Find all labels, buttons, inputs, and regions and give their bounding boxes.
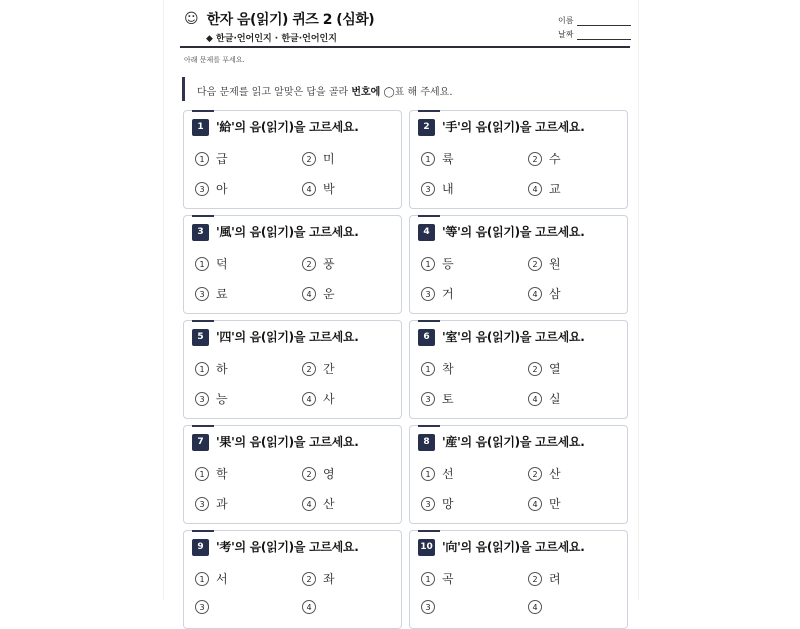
answer-option[interactable] [195, 255, 228, 272]
option-number-circle[interactable]: 1 [195, 152, 209, 166]
option-label: 풍 [323, 257, 335, 271]
option-label: 운 [323, 287, 335, 301]
option-label: 미 [323, 152, 335, 166]
question-number: 1 [192, 119, 209, 136]
option-label: 륙 [442, 152, 454, 166]
option-number-circle[interactable]: 4 [528, 600, 542, 614]
option-label: 원 [549, 257, 561, 271]
answer-option[interactable] [195, 570, 228, 587]
option-number-circle[interactable]: 3 [421, 182, 435, 196]
answer-option[interactable] [302, 390, 335, 407]
answer-option[interactable] [421, 495, 454, 512]
option-label: 곡 [442, 572, 454, 586]
answer-option[interactable] [528, 360, 561, 377]
question-number: 7 [192, 434, 209, 451]
name-line [577, 16, 631, 26]
instruction-after: ◯표 해 주세요. [380, 87, 453, 98]
title-row [184, 9, 374, 29]
name-date-block [558, 12, 631, 40]
card-tab-accent [418, 110, 440, 112]
option-number-circle[interactable]: 1 [195, 572, 209, 586]
question-number: 4 [418, 224, 435, 241]
answer-option[interactable] [421, 465, 454, 482]
answer-option[interactable] [528, 285, 561, 302]
option-number-circle[interactable]: 3 [421, 287, 435, 301]
question-text: '向'의 음(읽기)을 고르세요. [442, 540, 585, 554]
option-label: 산 [549, 467, 561, 481]
option-number-circle[interactable]: 1 [195, 467, 209, 481]
option-label: 선 [442, 467, 454, 481]
answer-option[interactable] [421, 255, 454, 272]
option-number-circle[interactable]: 4 [302, 182, 316, 196]
page-subtitle: ◆ 한글·언어인지 · 한글·언어인지 [206, 34, 337, 44]
question-card [183, 425, 402, 524]
card-tab-accent [418, 215, 440, 217]
option-number-circle[interactable]: 1 [195, 257, 209, 271]
question-text: '果'의 음(읽기)을 고르세요. [216, 435, 359, 449]
option-label: 덕 [216, 257, 228, 271]
option-label: 능 [216, 392, 228, 406]
header-divider [180, 46, 630, 48]
card-tab-accent [418, 320, 440, 322]
option-number-circle[interactable]: 1 [195, 362, 209, 376]
answer-option[interactable] [302, 465, 335, 482]
option-label: 서 [216, 572, 228, 586]
question-number: 9 [192, 539, 209, 556]
option-number-circle[interactable]: 3 [421, 600, 435, 614]
option-label: 하 [216, 362, 228, 376]
question-card [409, 530, 628, 629]
option-label: 사 [323, 392, 335, 406]
answer-option[interactable] [421, 285, 454, 302]
question-number: 5 [192, 329, 209, 346]
answer-option[interactable] [421, 360, 454, 377]
option-label: 료 [216, 287, 228, 301]
option-label: 박 [323, 182, 335, 196]
question-card [183, 320, 402, 419]
option-number-circle[interactable]: 2 [528, 467, 542, 481]
answer-option[interactable] [528, 600, 549, 614]
option-number-circle[interactable]: 4 [302, 600, 316, 614]
answer-option[interactable] [528, 495, 561, 512]
option-number-circle[interactable]: 3 [195, 392, 209, 406]
answer-option[interactable] [528, 150, 561, 167]
question-number: 8 [418, 434, 435, 451]
card-tab-accent [192, 530, 214, 532]
card-tab-accent [418, 530, 440, 532]
option-number-circle[interactable]: 3 [195, 600, 209, 614]
option-label: 학 [216, 467, 228, 481]
option-number-circle[interactable]: 1 [421, 362, 435, 376]
question-text: '産'의 음(읽기)을 고르세요. [442, 435, 585, 449]
option-number-circle[interactable]: 2 [302, 467, 316, 481]
instruction-text [197, 83, 453, 98]
question-card [409, 110, 628, 209]
answer-option[interactable] [195, 360, 228, 377]
answer-option[interactable] [195, 180, 228, 197]
question-text: '等'의 음(읽기)을 고르세요. [442, 225, 585, 239]
date-label: 날짜 [558, 30, 574, 39]
option-number-circle[interactable]: 4 [528, 497, 542, 511]
option-label: 교 [549, 182, 561, 196]
option-label: 영 [323, 467, 335, 481]
option-label: 열 [549, 362, 561, 376]
option-number-circle[interactable]: 3 [195, 497, 209, 511]
answer-option[interactable] [421, 600, 442, 614]
question-text: '手'의 음(읽기)을 고르세요. [442, 120, 585, 134]
page-title: 한자 음(읽기) 퀴즈 2 (심화) [206, 12, 375, 28]
option-number-circle[interactable]: 4 [528, 392, 542, 406]
answer-option[interactable] [195, 285, 228, 302]
option-label: 삼 [549, 287, 561, 301]
question-card [409, 215, 628, 314]
answer-option[interactable] [528, 390, 561, 407]
answer-option[interactable] [421, 570, 454, 587]
card-tab-accent [192, 110, 214, 112]
answer-option[interactable] [195, 465, 228, 482]
option-number-circle[interactable]: 2 [302, 257, 316, 271]
answer-option[interactable] [421, 180, 454, 197]
question-number: 6 [418, 329, 435, 346]
option-number-circle[interactable]: 1 [421, 257, 435, 271]
question-text: '考'의 음(읽기)을 고르세요. [216, 540, 359, 554]
option-number-circle[interactable]: 4 [528, 182, 542, 196]
answer-option[interactable] [195, 495, 228, 512]
instruction-box [182, 77, 625, 101]
question-card [183, 110, 402, 209]
worksheet-page [163, 0, 639, 612]
option-label: 망 [442, 497, 454, 511]
option-label: 간 [323, 362, 335, 376]
question-number: 3 [192, 224, 209, 241]
answer-option[interactable] [302, 360, 335, 377]
option-number-circle[interactable]: 4 [302, 497, 316, 511]
option-number-circle[interactable]: 4 [302, 392, 316, 406]
card-tab-accent [192, 425, 214, 427]
question-number: 10 [418, 539, 435, 556]
question-number: 2 [418, 119, 435, 136]
question-card [409, 320, 628, 419]
option-number-circle[interactable]: 2 [302, 362, 316, 376]
option-label: 수 [549, 152, 561, 166]
answer-option[interactable] [528, 180, 561, 197]
answer-option[interactable] [302, 570, 335, 587]
question-text: '四'의 음(읽기)을 고르세요. [216, 330, 359, 344]
answer-option[interactable] [195, 600, 216, 614]
option-number-circle[interactable]: 3 [195, 182, 209, 196]
question-text: '風'의 음(읽기)을 고르세요. [216, 225, 359, 239]
answer-option[interactable] [302, 495, 335, 512]
option-label: 산 [323, 497, 335, 511]
question-card [409, 425, 628, 524]
answer-option[interactable] [302, 255, 335, 272]
answer-option[interactable] [528, 570, 561, 587]
answer-option[interactable] [528, 255, 561, 272]
option-number-circle[interactable]: 2 [528, 572, 542, 586]
option-label: 토 [442, 392, 454, 406]
option-number-circle[interactable]: 1 [421, 572, 435, 586]
answer-option[interactable] [302, 285, 335, 302]
question-text: '給'의 음(읽기)을 고르세요. [216, 120, 359, 134]
option-number-circle[interactable]: 2 [528, 362, 542, 376]
question-card [183, 530, 402, 629]
option-label: 좌 [323, 572, 335, 586]
option-label: 착 [442, 362, 454, 376]
option-label: 내 [442, 182, 454, 196]
option-label: 실 [549, 392, 561, 406]
option-number-circle[interactable]: 2 [528, 257, 542, 271]
answer-option[interactable] [302, 180, 335, 197]
card-tab-accent [192, 320, 214, 322]
option-number-circle[interactable]: 2 [302, 152, 316, 166]
note-text: 아래 문제를 푸세요. [184, 56, 245, 64]
option-label: 급 [216, 152, 228, 166]
answer-option[interactable] [195, 390, 228, 407]
question-card [183, 215, 402, 314]
option-label: 만 [549, 497, 561, 511]
option-number-circle[interactable]: 3 [421, 392, 435, 406]
option-number-circle[interactable]: 4 [528, 287, 542, 301]
name-label: 이름 [558, 16, 574, 25]
option-number-circle[interactable]: 1 [421, 152, 435, 166]
option-number-circle[interactable]: 2 [302, 572, 316, 586]
option-number-circle[interactable]: 3 [195, 287, 209, 301]
option-label: 거 [442, 287, 454, 301]
card-tab-accent [192, 215, 214, 217]
instruction-bold: 번호에 [351, 87, 381, 98]
answer-option[interactable] [528, 465, 561, 482]
option-label: 려 [549, 572, 561, 586]
answer-option[interactable] [302, 600, 323, 614]
option-number-circle[interactable]: 2 [528, 152, 542, 166]
option-label: 아 [216, 182, 228, 196]
answer-option[interactable] [421, 150, 454, 167]
option-label: 과 [216, 497, 228, 511]
smile-icon: ☺ [184, 11, 199, 27]
option-number-circle[interactable]: 4 [302, 287, 316, 301]
date-line [577, 30, 631, 40]
answer-option[interactable] [302, 150, 335, 167]
option-label: 등 [442, 257, 454, 271]
instruction-before: 다음 문제를 읽고 알맞은 답을 골라 [197, 87, 352, 98]
answer-option[interactable] [421, 390, 454, 407]
card-tab-accent [418, 425, 440, 427]
question-text: '室'의 음(읽기)을 고르세요. [442, 330, 585, 344]
answer-option[interactable] [195, 150, 228, 167]
option-number-circle[interactable]: 1 [421, 467, 435, 481]
option-number-circle[interactable]: 3 [421, 497, 435, 511]
